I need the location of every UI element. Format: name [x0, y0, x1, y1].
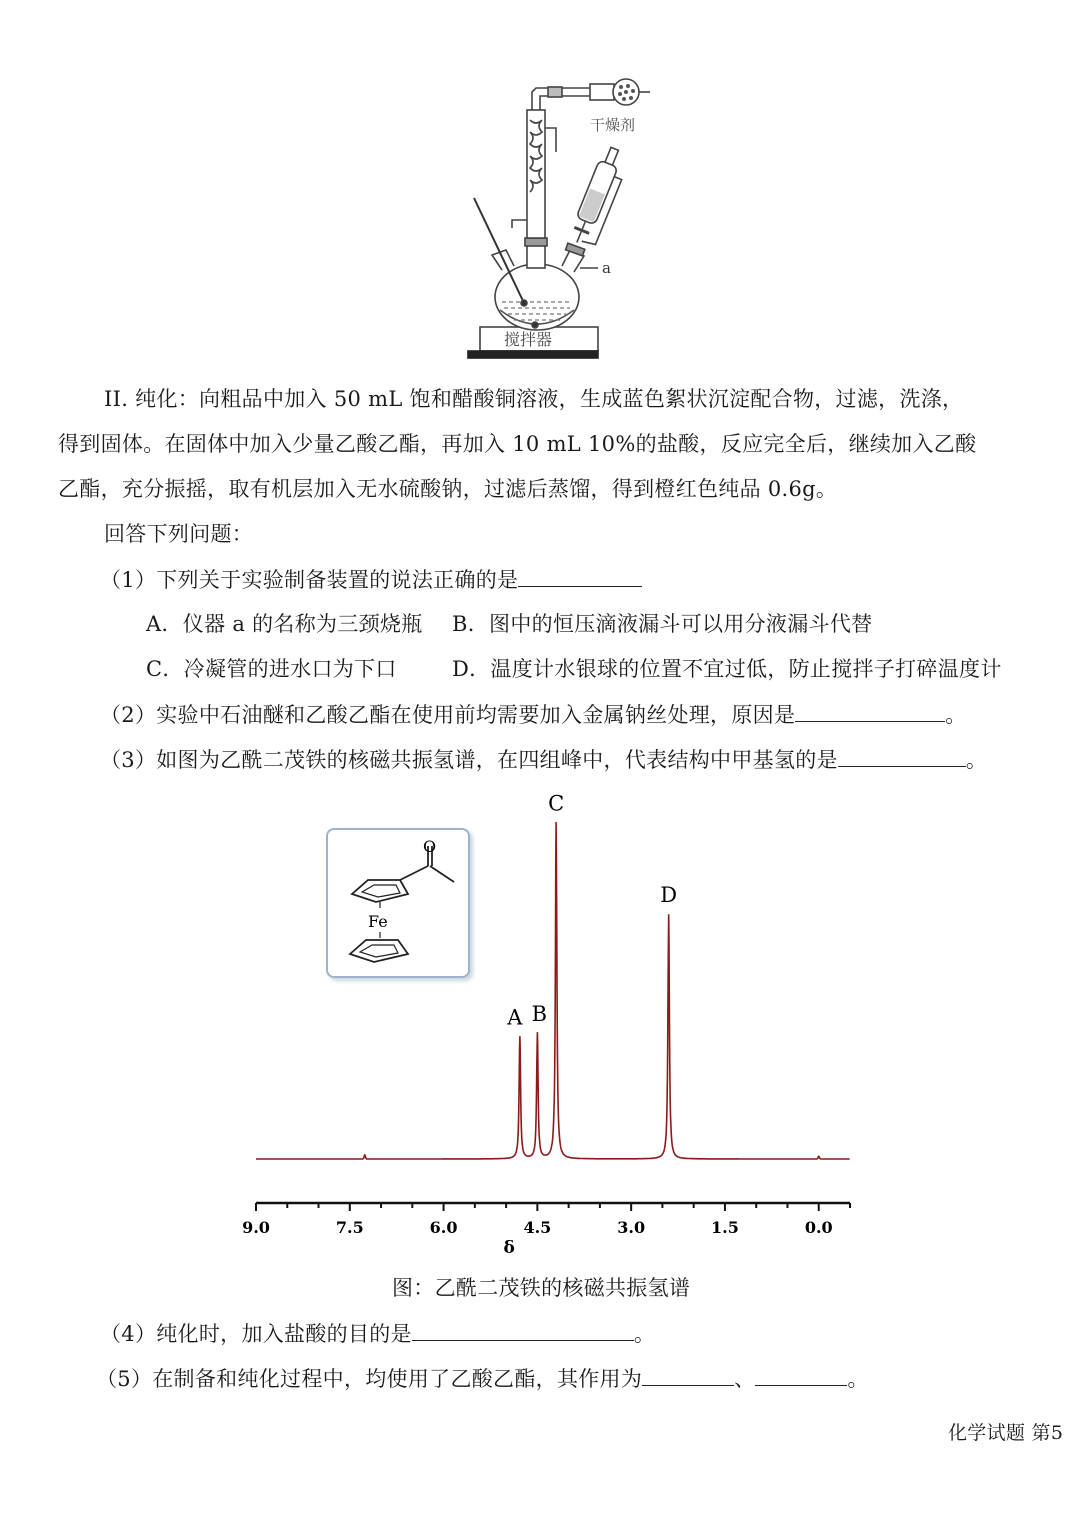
nmr-spectrum-chart [242, 791, 860, 1258]
purification-line-2: 得到固体。在固体中加入少量乙酸乙酯，再加入 10 mL 10%的盐酸，反应完全后，继续加入乙酸 [58, 432, 977, 456]
page-footer: 化学试题 第5 [948, 1422, 1064, 1444]
nmr-peak-label-b: B [531, 1002, 548, 1027]
nmr-tick-label: 3.0 [617, 1218, 646, 1237]
answer-blank-4[interactable] [412, 1318, 634, 1341]
nmr-spectrum-trace [256, 822, 850, 1159]
nmr-tick-label: 1.5 [711, 1218, 739, 1237]
question-1-option-a: A．仪器 a 的名称为三颈烧瓶 [146, 612, 423, 636]
stirrer-label: 搅拌器 [504, 330, 553, 349]
drying-agent-label: 干燥剂 [590, 116, 636, 134]
label-a: a [602, 259, 611, 277]
purification-line-3: 乙酯，充分振摇，取有机层加入无水硫酸钠，过滤后蒸馏，得到橙红色纯品 0.6g。 [58, 477, 838, 501]
answer-blank-3[interactable] [838, 744, 966, 767]
purification-line-1: II. 纯化：向粗品中加入 50 mL 饱和醋酸铜溶液，生成蓝色絮状沉淀配合物，过滤，洗涤， [104, 387, 964, 411]
question-4 [100, 1318, 655, 1349]
answer-blank-5a[interactable] [642, 1363, 734, 1386]
nmr-tick-label: 9.0 [242, 1218, 270, 1237]
question-3-text: （3）如图为乙酰二茂铁的核磁共振氢谱，在四组峰中，代表结构中甲基氢的是 [100, 748, 838, 772]
question-5 [96, 1363, 869, 1394]
nmr-x-axis-label: δ [503, 1238, 515, 1258]
question-2-text: （2）实验中石油醚和乙酸乙酯在使用前均需要加入金属钠丝处理，原因是 [100, 703, 796, 727]
question-2 [100, 699, 967, 730]
iron-label: Fe [368, 912, 388, 931]
question-3-period: 。 [965, 748, 988, 772]
question-1-option-c: C．冷凝管的进水口为下口 [146, 657, 397, 681]
spectrum-caption: 图：乙酰二茂铁的核磁共振氢谱 [392, 1276, 691, 1300]
nmr-peak-label-c: C [548, 791, 565, 816]
question-5-text: （5）在制备和纯化过程中，均使用了乙酸乙酯，其作用为 [96, 1367, 643, 1391]
question-1-option-d: D．温度计水银球的位置不宜过低，防止搅拌子打碎温度计 [452, 657, 1002, 681]
nmr-peak-label-d: D [660, 883, 678, 908]
nmr-peak-label-a: A [507, 1005, 523, 1030]
nmr-peak-labels [506, 791, 677, 1029]
nmr-tick-label: 7.5 [335, 1218, 364, 1237]
answer-blank-2[interactable] [795, 699, 945, 722]
nmr-tick-label: 6.0 [429, 1218, 458, 1237]
answer-blank-1[interactable] [518, 564, 642, 587]
nmr-x-axis [256, 1203, 850, 1211]
question-1 [100, 564, 642, 595]
question-5-separator: 、 [734, 1367, 756, 1391]
question-1-option-b: B．图中的恒压滴液漏斗可以用分液漏斗代替 [452, 612, 873, 636]
oxygen-label: O [423, 837, 437, 856]
question-4-text: （4）纯化时，加入盐酸的目的是 [100, 1322, 412, 1346]
question-3 [100, 744, 987, 775]
question-5-period: 。 [847, 1367, 869, 1391]
nmr-tick-labels [242, 1218, 833, 1237]
nmr-tick-label: 0.0 [804, 1218, 833, 1237]
question-4-period: 。 [633, 1322, 656, 1346]
answer-blank-5b[interactable] [755, 1363, 847, 1386]
question-2-period: 。 [945, 703, 967, 727]
apparatus-diagram [440, 70, 680, 365]
questions-intro: 回答下列问题： [104, 522, 254, 546]
nmr-tick-label: 4.5 [523, 1218, 552, 1237]
question-1-text: （1）下列关于实验制备装置的说法正确的是 [100, 568, 519, 592]
